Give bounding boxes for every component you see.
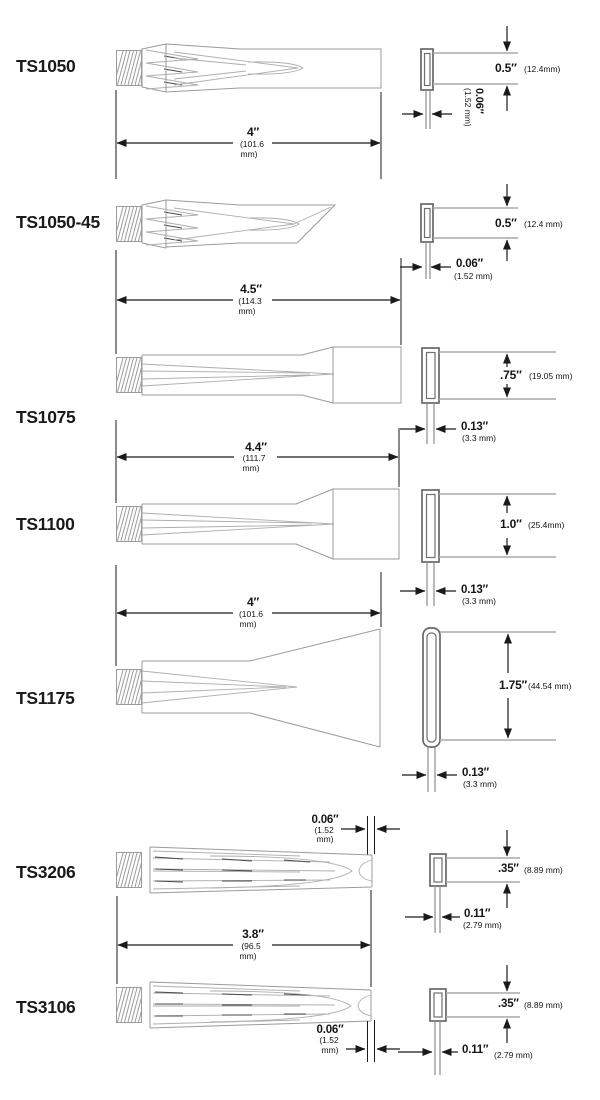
ts1175-width-value: 0.13″ [462, 767, 489, 779]
ts1050-height-value: 0.5″ [495, 61, 517, 75]
ts1050-45-width-mm: (1.52 mm) [454, 271, 493, 281]
ts3206-tip-mm-line2: mm) [316, 834, 334, 844]
ts3106-tip-mm-line1: (1.52 [319, 1035, 339, 1045]
ts1075-length-mm-line2: mm) [238, 306, 256, 316]
ts3106-height-value: .35″ [498, 998, 519, 1010]
ts1100-length-mm-line1: (111.7 [242, 453, 266, 463]
ts1175-side-view [423, 628, 440, 792]
ts1175-width-mm: (3.3 mm) [463, 779, 497, 789]
ts1075-height-value: .75″ [500, 368, 522, 382]
ts1100-length-value: 4.4″ [245, 440, 267, 454]
ts1075-model-label: TS1075 [16, 407, 76, 427]
ts1100-height-mm: (25.4mm) [528, 520, 565, 530]
ts1050-length-value: 4″ [246, 125, 260, 139]
ts1075-length-mm-line1: (114.3 [238, 296, 262, 306]
ts1050-45-height-value: 0.5″ [495, 216, 517, 230]
ts3206-height-mm: (8.89 mm) [524, 865, 563, 875]
ts1050-side-view [421, 49, 433, 129]
ts1100-side-view [422, 490, 439, 606]
ts1050-front-view [114, 44, 381, 92]
ts1075-width-value: 0.13″ [461, 421, 488, 433]
ts1175-height-value: 1.75″ [499, 678, 528, 692]
ts1175-model-label: TS1175 [16, 688, 75, 708]
ts1175-height-mm: (44.54 mm) [528, 681, 572, 691]
ts1050-45-model-label: TS1050-45 [16, 212, 100, 232]
ts1075-width-mm: (3.3 mm) [462, 433, 496, 443]
ts1075-height-mm: (19.05 mm) [529, 371, 573, 381]
ts1050-45-height-mm: (12.4 mm) [524, 219, 563, 229]
ts1100-model-label: TS1100 [16, 514, 75, 534]
ts1050-length-mm-line1: (101.6 [239, 139, 265, 149]
ts3206-length-mm-line1: (96.5 [241, 941, 261, 951]
ts3206-tip-mm-line1: (1.52 [314, 825, 334, 835]
ts1050-model-label: TS1050 [16, 56, 76, 76]
ts3106-tip-value: 0.06″ [316, 1024, 344, 1036]
ts1100-height-value: 1.0″ [500, 517, 522, 531]
ts1050-length-mm-line2: mm) [240, 149, 258, 159]
ts1100-width-mm: (3.3 mm) [462, 596, 496, 606]
ts1175-length-mm-line2: mm) [239, 619, 257, 629]
ts1175-length-value: 4″ [246, 595, 260, 609]
ts3106-side-view [430, 989, 446, 1075]
ts3106-model-label: TS3106 [16, 997, 76, 1017]
ts1075-length-value: 4.5″ [240, 282, 262, 296]
ts3106-front-view [114, 982, 371, 1028]
ts3206-model-label: TS3206 [16, 862, 76, 882]
ts1175-front-view [114, 629, 380, 747]
ts1100-front-view [114, 489, 399, 559]
ts3206-width-mm: (2.79 mm) [463, 920, 502, 930]
ts1175-length-mm-line1: (101.6 [238, 609, 264, 619]
ts3106-width-value: 0.11″ [462, 1044, 489, 1056]
ts3206-length-value: 3.8″ [242, 927, 264, 941]
ts3206-height-value: .35″ [498, 863, 519, 875]
ts1050-width-callout [450, 88, 484, 140]
ts3206-width-value: 0.11″ [464, 908, 491, 920]
ts3206-side-view [430, 854, 446, 933]
ts3106-height-mm: (8.89 mm) [524, 1000, 563, 1010]
ts1075-front-view [114, 347, 401, 403]
ts3206-length-mm-line2: mm) [239, 951, 257, 961]
ts3206-front-view [114, 847, 372, 893]
ts1050-45-width-value: 0.06″ [456, 258, 483, 270]
ts3206-tip-value: 0.06″ [311, 814, 339, 826]
ts3106-tip-mm-line2: mm) [321, 1045, 339, 1055]
ts1050-height-mm: (12.4mm) [524, 64, 561, 74]
ts1050-width-value: 0.06″ [473, 88, 485, 114]
ts1050-45-front-view [114, 200, 335, 248]
ts1100-width-value: 0.13″ [461, 584, 488, 596]
ts1050-45-side-view [421, 204, 433, 279]
ts3106-width-mm: (2.79 mm) [494, 1050, 533, 1060]
ts1100-length-mm-line2: mm) [242, 463, 260, 473]
ts1050-width-mm: (1.52 mm) [463, 88, 474, 127]
